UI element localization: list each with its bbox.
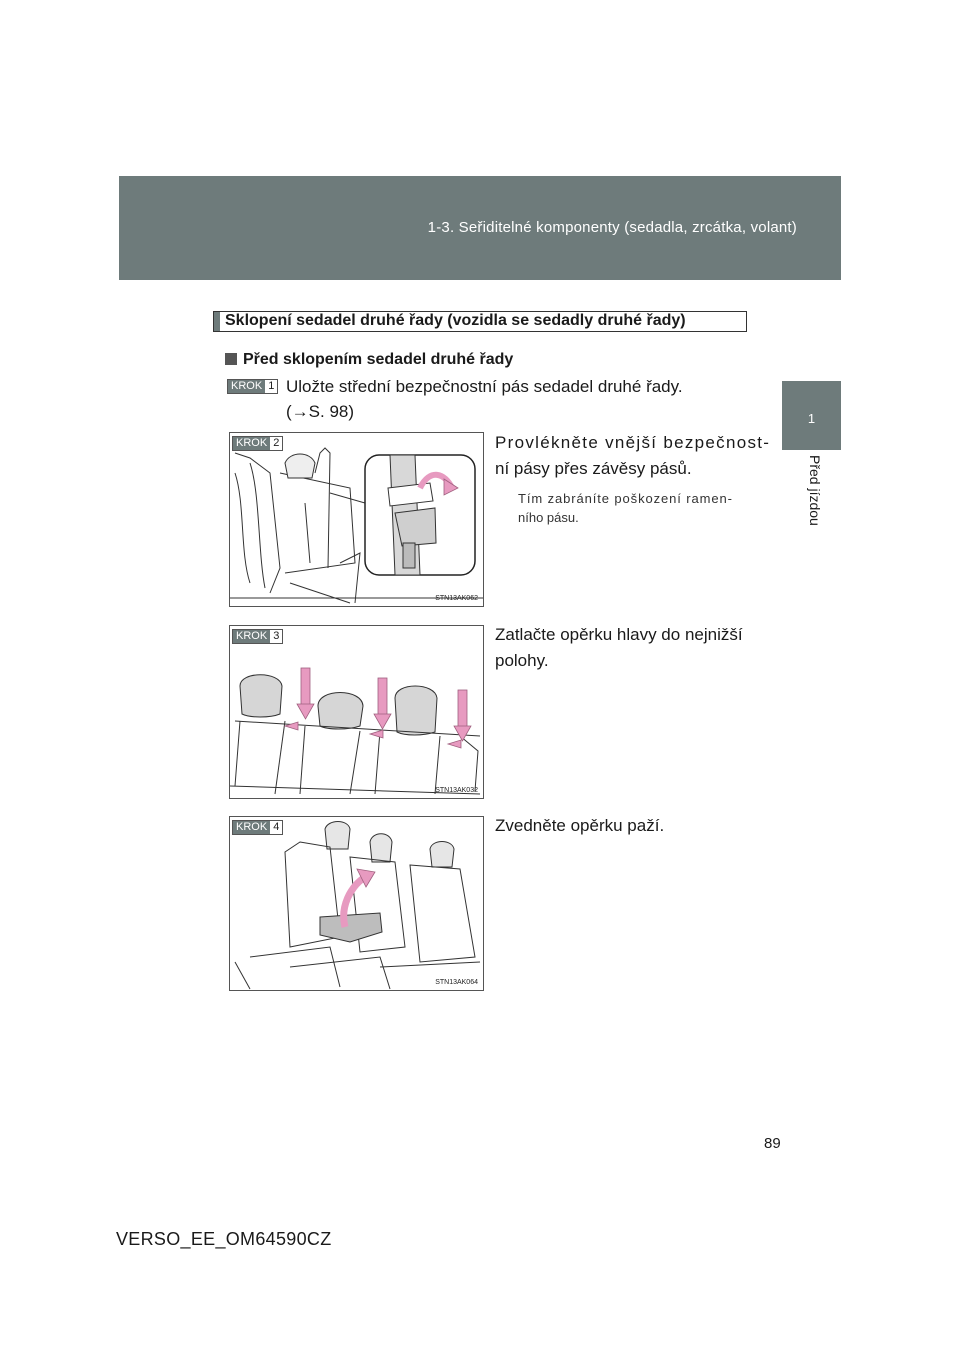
step-4-badge (232, 820, 283, 835)
heading-accent-bar (214, 312, 220, 331)
step-2-text-line1: Provlékněte vnější bezpečnost- (495, 433, 771, 452)
figure-code: STN13AK032 (435, 787, 478, 794)
step-2-figure (229, 432, 484, 607)
document-code: VERSO_EE_OM64590CZ (116, 1229, 332, 1249)
step-number: 3 (270, 630, 282, 643)
krok-label: KROK (228, 380, 265, 393)
section-heading-text: Sklopení sedadel druhé řady (vozidla se sedadly druhé řady) (225, 312, 686, 329)
section-heading (213, 311, 747, 332)
step-1-reference[interactable]: (→S. 98) (286, 402, 355, 421)
step-4-figure (229, 816, 484, 991)
step-1-badge (227, 379, 278, 394)
step-number: 2 (270, 437, 282, 450)
step-number: 4 (270, 821, 282, 834)
chapter-tab[interactable] (782, 381, 841, 450)
square-bullet-icon (225, 353, 237, 365)
step-2-text-line2: ní pásy přes závěsy pásů. (495, 459, 692, 478)
armrest-illustration (230, 817, 484, 991)
krok-label: KROK (233, 630, 270, 643)
step-3-figure (229, 625, 484, 799)
subheading-text: Před sklopením sedadel druhé řady (243, 351, 514, 368)
header-band (119, 176, 841, 280)
section-title: 1-3. Seřiditelné komponenty (sedadla, zrcátka, volant) (427, 219, 797, 236)
step-2-badge (232, 436, 283, 451)
chapter-label: Před jízdou (807, 455, 823, 526)
krok-label: KROK (233, 437, 270, 450)
step-number: 1 (265, 380, 277, 393)
headrests-illustration (230, 626, 484, 799)
krok-label: KROK (233, 821, 270, 834)
step-1-text: Uložte střední bezpečnostní pás sedadel druhé řady. (286, 377, 683, 396)
chapter-number: 1 (807, 411, 816, 426)
step-4-text: Zvedněte opěrku paží. (495, 816, 665, 835)
figure-code: STN13AK064 (435, 979, 478, 986)
step-3-text-line1: Zatlačte opěrku hlavy do nejnižší (495, 625, 743, 644)
figure-code: STN13AK062 (435, 595, 478, 602)
page-number: 89 (764, 1135, 781, 1152)
step-3-badge (232, 629, 283, 644)
step-2-note-line2: ního pásu. (518, 510, 579, 525)
step-3-text-line2: polohy. (495, 651, 549, 670)
step-2-note-line1: Tím zabráníte poškození ramen- (518, 491, 733, 506)
subheading (225, 351, 513, 369)
seatbelt-illustration (230, 433, 484, 607)
